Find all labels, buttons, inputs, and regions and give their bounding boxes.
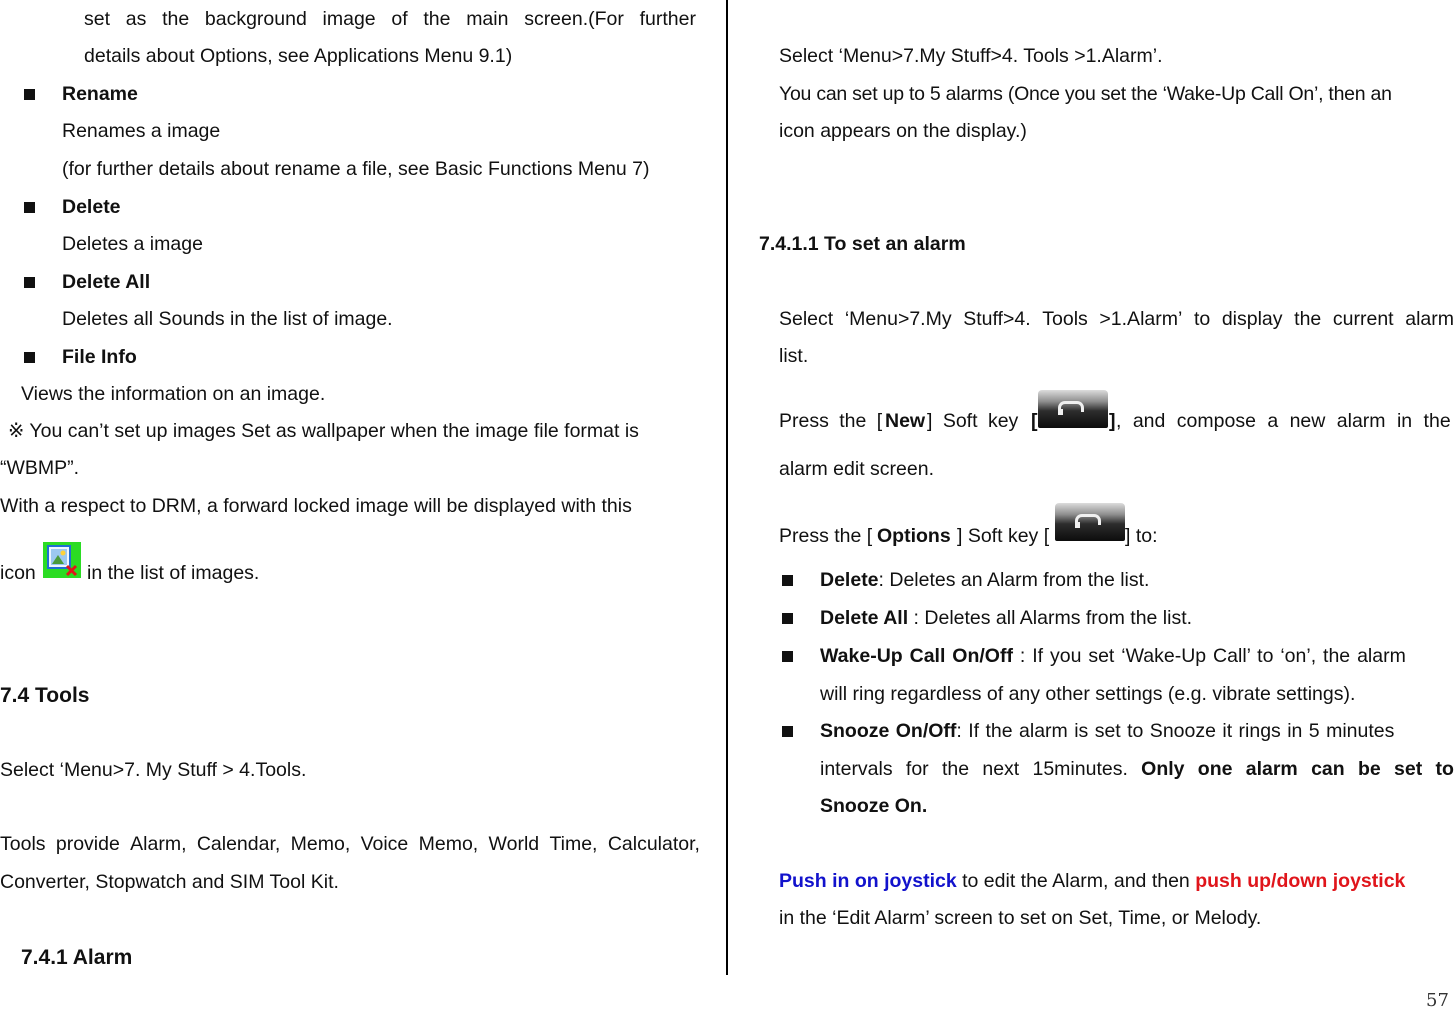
item-wakeup-term: Wake-Up Call On/Off: [820, 645, 1013, 667]
note-line-2: “WBMP”.: [0, 457, 80, 479]
drm-locked-image-icon: [43, 542, 81, 578]
drm-before-icon: icon: [0, 562, 36, 584]
option-title-file-info: File Info: [62, 346, 137, 368]
option-title-rename: Rename: [62, 83, 138, 105]
item-snooze-term: Snooze On/Off: [820, 720, 957, 742]
item-wakeup-text: : If you set ‘Wake-Up Call’ to ‘on’, the alarm: [1012, 645, 1406, 667]
bullet-square-icon: [782, 726, 793, 737]
item-snooze: [820, 720, 1394, 743]
drm-after-icon: in the list of images.: [87, 562, 260, 584]
press-new-after: , and compose a new alarm in the: [1116, 410, 1451, 432]
bullet-square-icon: [24, 202, 35, 213]
option-title-delete: Delete: [62, 196, 121, 218]
intro-line-2: details about Options, see Applications Menu 9.1): [84, 45, 513, 67]
press-new-close-bracket: ]: [1109, 410, 1116, 432]
bullet-square-icon: [24, 89, 35, 100]
select-alarm-line: Select ‘Menu>7.My Stuff>4. Tools >1.Alarm’.: [779, 45, 1163, 67]
joystick-line-2: in the ‘Edit Alarm’ screen to set on Set, Time, or Melody.: [779, 907, 1262, 929]
bullet-square-icon: [782, 613, 793, 624]
section-heading-tools: 7.4 Tools: [0, 684, 90, 707]
column-divider: [726, 0, 728, 975]
option-title-delete-all: Delete All: [62, 271, 151, 293]
select-tools-line: Select ‘Menu>7. My Stuff > 4.Tools.: [0, 759, 307, 781]
bullet-square-icon: [24, 277, 35, 288]
new-key-label: New: [885, 410, 926, 432]
item-snooze-line-3: Snooze On.: [820, 795, 928, 817]
item-delete-all-term: Delete All: [820, 607, 909, 629]
press-new-open-bracket: [: [1031, 410, 1038, 432]
option-desc-delete: Deletes a image: [62, 233, 203, 255]
joystick-line-1: [779, 870, 1405, 893]
bullet-square-icon: [24, 352, 35, 363]
left-soft-key-icon: [1038, 390, 1108, 428]
option-desc-delete-all: Deletes all Sounds in the list of image.: [62, 308, 393, 330]
bullet-square-icon: [782, 575, 793, 586]
item-snooze-line-2: intervals for the next 15minutes. Only one alarm can be set to: [820, 758, 1454, 780]
drm-line-1: With a respect to DRM, a forward locked image will be displayed with this: [0, 495, 632, 517]
item-wakeup: [820, 645, 1406, 668]
page-number: 57: [1426, 990, 1449, 1011]
display-list-line-1: Select ‘Menu>7.My Stuff>4. Tools >1.Alarm’ to display the current alarm: [779, 308, 1454, 330]
item-delete-term: Delete: [820, 569, 879, 591]
display-list-line-2: list.: [779, 345, 809, 367]
heading-set-alarm: 7.4.1.1 To set an alarm: [759, 233, 966, 255]
tools-provide-line-2: Converter, Stopwatch and SIM Tool Kit.: [0, 871, 339, 893]
item-delete-all: [820, 607, 1192, 630]
item-delete: [820, 569, 1149, 592]
item-delete-text: : Deletes an Alarm from the list.: [878, 569, 1150, 591]
options-key-label: Options: [877, 525, 951, 547]
bullet-square-icon: [782, 651, 793, 662]
press-options-before: Press the [: [779, 525, 873, 547]
press-options-line: [779, 503, 1279, 545]
joystick-red-text: push up/down joystick: [1195, 870, 1406, 892]
press-new-line: [779, 390, 1454, 432]
press-new-before: Press the [: [779, 410, 883, 432]
option-desc-rename: Renames a image: [62, 120, 221, 142]
option-desc-rename-note: (for further details about rename a file, see Basic Functions Menu 7): [62, 158, 650, 180]
alarms-line-2: icon appears on the display.): [779, 120, 1027, 142]
joystick-blue-text: Push in on joystick: [779, 870, 957, 892]
views-line: Views the information on an image.: [21, 383, 326, 405]
subsection-heading-alarm: 7.4.1 Alarm: [21, 946, 133, 969]
right-soft-key-icon: [1055, 503, 1125, 541]
note-line-1: ※ You can’t set up images Set as wallpaper when the image file format is: [8, 420, 639, 442]
press-new-line-2: alarm edit screen.: [779, 458, 934, 480]
joystick-mid-text: to edit the Alarm, and then: [956, 870, 1196, 892]
intro-line-1: set as the background image of the main screen.(For further: [84, 8, 696, 30]
press-options-middle: ] Soft key [: [957, 525, 1050, 547]
item-delete-all-text: : Deletes all Alarms from the list.: [908, 607, 1193, 629]
press-options-after: ] to:: [1125, 525, 1158, 547]
item-wakeup-line-2: will ring regardless of any other settings (e.g. vibrate settings).: [820, 683, 1356, 705]
item-snooze-text: : If the alarm is set to Snooze it rings in 5 minutes: [956, 720, 1395, 742]
alarms-line-1: You can set up to 5 alarms (Once you set the ‘Wake-Up Call On’, then an: [779, 83, 1392, 105]
press-new-middle: ] Soft key: [927, 410, 1019, 432]
tools-provide-line-1: Tools provide Alarm, Calendar, Memo, Voice Memo, World Time, Calculator,: [0, 833, 700, 855]
